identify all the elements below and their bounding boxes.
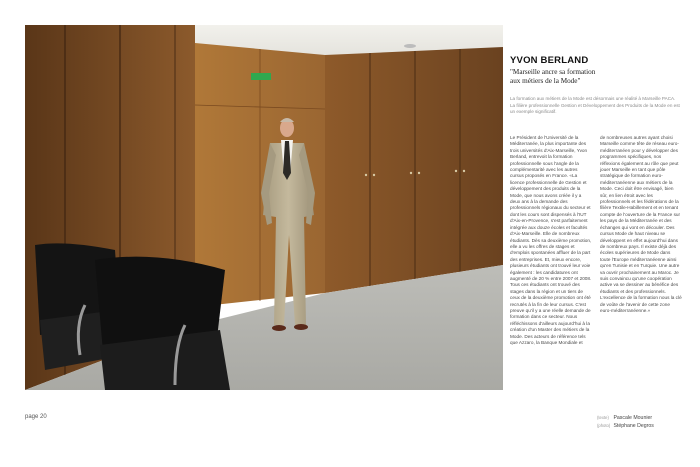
body-column-2: de nombreuses autres ayant choisi Marseille comme tête de réseau euro-méditerranéen pour y développer des programmes spécifiques, nos réflexions également au rôle que peut jouer Marseille en tant que pôle stratégique de formation euro-méditerranéenne aux métiers de la Mode. Ceci doit être envisagé, bien sûr, en lien étroit avec les professionnels et les fédérations de la filière Textile-Habillement et en tenant compte de l'ouverture de la France sur les pays de la Méditerranée et des échanges qui vont en découler. Des cursus Mode de haut niveau se développent en effet aujourd'hui dans de nombreux pays. Il existe déjà des écoles supérieures de Mode dans toute l'Europe méditerranéenne ainsi qu'en Tunisie et en Turquie. Une autre va ouvrir prochainement au Maroc. Je suis convaincu qu'une coopération active va se dessiner au bénéfice des étudiants et des professionnels. L'excellence de la formation nous la clé de voûte de l'avenir de cette zone euro-méditerranéenne.» — [600, 135, 682, 313]
text-credit — [597, 414, 654, 422]
body-column-1: Le Président de l'Université de la Méditerranée, la plus importante des trois universités d'Aix-Marseille, Yvon Berland, entrevoit la formation professionnelle sous l'angle de la complémentarité avec les autres cursus proposés en France. «La licence professionnelle de Gestion et développement des produits de la Mode, que nous avons créée il y a deux ans à la demande des professionnels régionaux du secteur et dont les cours sont dispensés à l'IUT d'Aix-en-Provence, s'est parfaitement intégrée aux douze écoles et facultés d'Aix-Marseille. Elle de nombreux étudiants. Dès sa deuxième promotion, elle a vu les offres de stages et d'emplois spontanées affluer de la part des entreprises. Et, mieux encore, plusieurs étudiants ont trouvé leur voie également : les candidatures ont augmenté de 20 % entre 2007 et 2008. Tous ces étudiants ont trouvé des stages dans la région et un tiers de ceux de la deuxième promotion ont été recrutés à la fin de leur cursus. C'est preuve qu'il y a une réelle demande de formation dans ce secteur. Nous réfléchissons d'ailleurs aujourd'hui à la création d'un Master des métiers de la Mode. Des acteurs de référence tels que Azzaro, la Banque Mondiale et — [510, 135, 592, 345]
article-header — [510, 55, 680, 116]
quote-line-1: "Marseille ancre sa formation — [510, 68, 596, 76]
photo-credit-label: (photo) — [597, 423, 611, 428]
lead-paragraph: La formation aux métiers de la Mode est désormais une réalité à Marseille PACA. La filière professionnelle Gestion et Développement des Produits de la Mode en est un exemple significatif. — [510, 96, 680, 115]
text-credit-author: Pascale Mounier — [613, 415, 653, 421]
person-name: YVON BERLAND — [510, 55, 589, 66]
headline-quote — [510, 68, 680, 86]
page-number: page 20 — [25, 414, 47, 420]
photo-credit — [597, 422, 654, 430]
quote-line-2: aux métiers de la Mode" — [510, 77, 581, 85]
exit-sign — [251, 73, 271, 80]
photo-credit-author: Stéphane Degros — [613, 423, 654, 429]
credits — [597, 414, 654, 430]
article-body — [510, 135, 682, 346]
text-credit-label: (texte) — [597, 415, 609, 420]
portrait-photo — [25, 25, 503, 390]
